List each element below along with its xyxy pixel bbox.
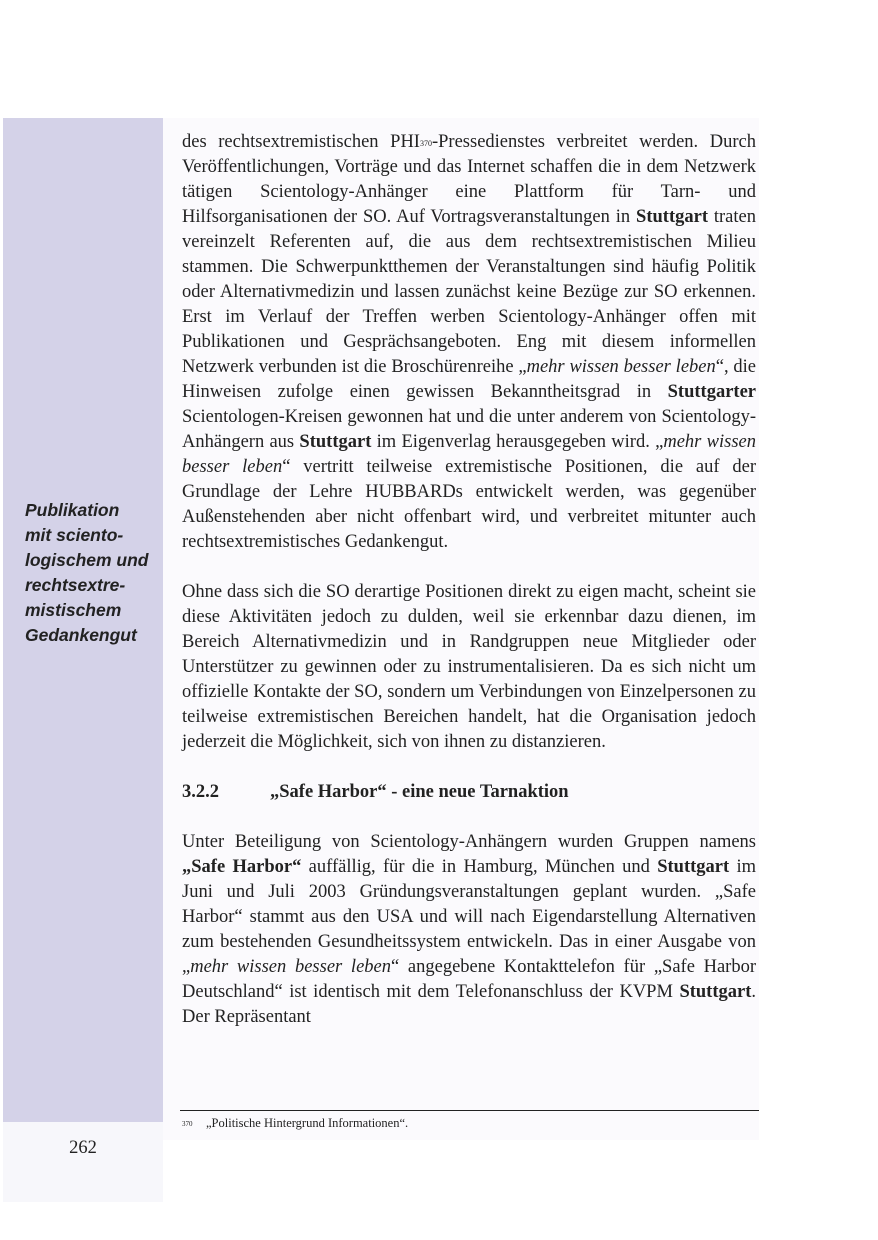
- text-run: Scientologen-Kreisen gewonnen hat und die unter anderem von Scientology-Anhängern aus: [182, 407, 756, 452]
- text-run: des rechtsextremistischen PHI: [182, 132, 420, 152]
- bold-term: Stuttgart: [679, 982, 752, 1002]
- text-run: “, die Hinweisen zufolge einen gewissen Bekanntheitsgrad in: [182, 357, 756, 402]
- footnote: [182, 1116, 408, 1131]
- margin-sidebar: [3, 118, 163, 1122]
- bold-term: „Safe Harbor“: [182, 857, 302, 877]
- main-text: [182, 130, 756, 1030]
- text-run: traten vereinzelt Referenten auf, die aus dem rechtsextremistischen Milieu stammen. Die Schwerpunktthemen der Veranstaltungen sind häufig Politik oder Alternativmedizin und lassen zunächst keine Bezüge zur SO erkennen. Erst im Verlauf der Treffen werben Scientology-Anhänger offen mit Publikationen und Gesprächsangeboten. Eng mit diesem informellen Netzwerk verbunden ist die Broschürenreihe „: [182, 207, 756, 377]
- bold-term: Stuttgarter: [667, 382, 756, 402]
- section-heading: [182, 780, 756, 805]
- text-run: im Juni und Juli 2003 Gründungsveranstaltungen geplant wurden. „Safe Harbor“ stammt aus den USA und will nach Eigendarstellung Alternativen zum bestehenden Gesundheitssystem entwickeln. Das in einer Ausgabe von „: [182, 857, 757, 977]
- bold-term: Stuttgart: [636, 207, 708, 227]
- italic-title: mehr wissen besser leben: [190, 957, 391, 977]
- margin-note-line: mistischem: [25, 600, 122, 620]
- italic-title: mehr wissen besser leben: [182, 432, 756, 477]
- margin-note: [25, 498, 160, 648]
- text-run: . Der Repräsentant: [182, 982, 756, 1027]
- margin-note-line: Publikation: [25, 500, 120, 520]
- text-run: “ vertritt teilweise extremistische Positionen, die auf der Grundlage der Lehre HUBBARDs entwickelt werden, was gegenüber Außenstehenden aber nicht offenbart wird, und verbreitet mitunter auch rechtsextremistisches Gedankengut.: [182, 457, 756, 552]
- bold-term: Stuttgart: [657, 857, 730, 877]
- text-run: auffällig, für die in Hamburg, München und: [301, 857, 658, 877]
- footnote-number: 370: [182, 1120, 193, 1128]
- paragraph-2: Ohne dass sich die SO derartige Positionen direkt zu eigen macht, scheint sie diese Aktivitäten jedoch zu dulden, weil sie erkennbar dazu dienen, im Bereich Alternativmedizin und in Randgruppen neue Mitglieder oder Unterstützer zu gewinnen oder zu instrumentalisieren. Da es sich nicht um offizielle Kontakte der SO, sondern um Verbindungen von Einzelpersonen zu teilweise extremistischen Bereichen handelt, hat die Organisation jedoch jederzeit die Möglichkeit, sich von ihnen zu distanzieren.: [182, 582, 756, 752]
- bold-term: Stuttgart: [299, 432, 372, 452]
- text-run: “ angegebene Kontakttelefon für „Safe Harbor Deutschland“ ist identisch mit dem Telefonanschluss der KVPM: [182, 957, 756, 1002]
- paragraph-1: [182, 130, 756, 555]
- footnote-text: „Politische Hintergrund Informationen“.: [206, 1116, 409, 1130]
- margin-note-line: logischem und: [25, 550, 149, 570]
- margin-note-line: Gedankengut: [25, 625, 137, 645]
- section-number: 3.2.2: [182, 782, 219, 802]
- text-run: im Eigenverlag herausgegeben wird. „: [371, 432, 664, 452]
- footnote-divider: [180, 1110, 759, 1111]
- page-number: 262: [69, 1138, 97, 1158]
- section-title: „Safe Harbor“ - eine neue Tarnaktion: [270, 782, 569, 802]
- page-number-box: [3, 1122, 163, 1202]
- margin-note-line: mit sciento-: [25, 525, 124, 545]
- text-run: -Pressedienstes verbreitet werden. Durch Veröffentlichungen, Vorträge und das Internet schaffen die in dem Netzwerk tätigen Scientology-Anhänger eine Plattform für Tarn- und Hilfsorganisationen der SO. Auf Vortragsveranstaltungen in: [182, 132, 756, 227]
- footnote-reference[interactable]: 370: [419, 139, 432, 148]
- paragraph-3: [182, 830, 756, 1030]
- text-run: Unter Beteiligung von Scientology-Anhängern wurden Gruppen namens: [182, 832, 756, 852]
- italic-title: mehr wissen besser leben: [526, 357, 716, 377]
- margin-note-line: rechtsextre-: [25, 575, 126, 595]
